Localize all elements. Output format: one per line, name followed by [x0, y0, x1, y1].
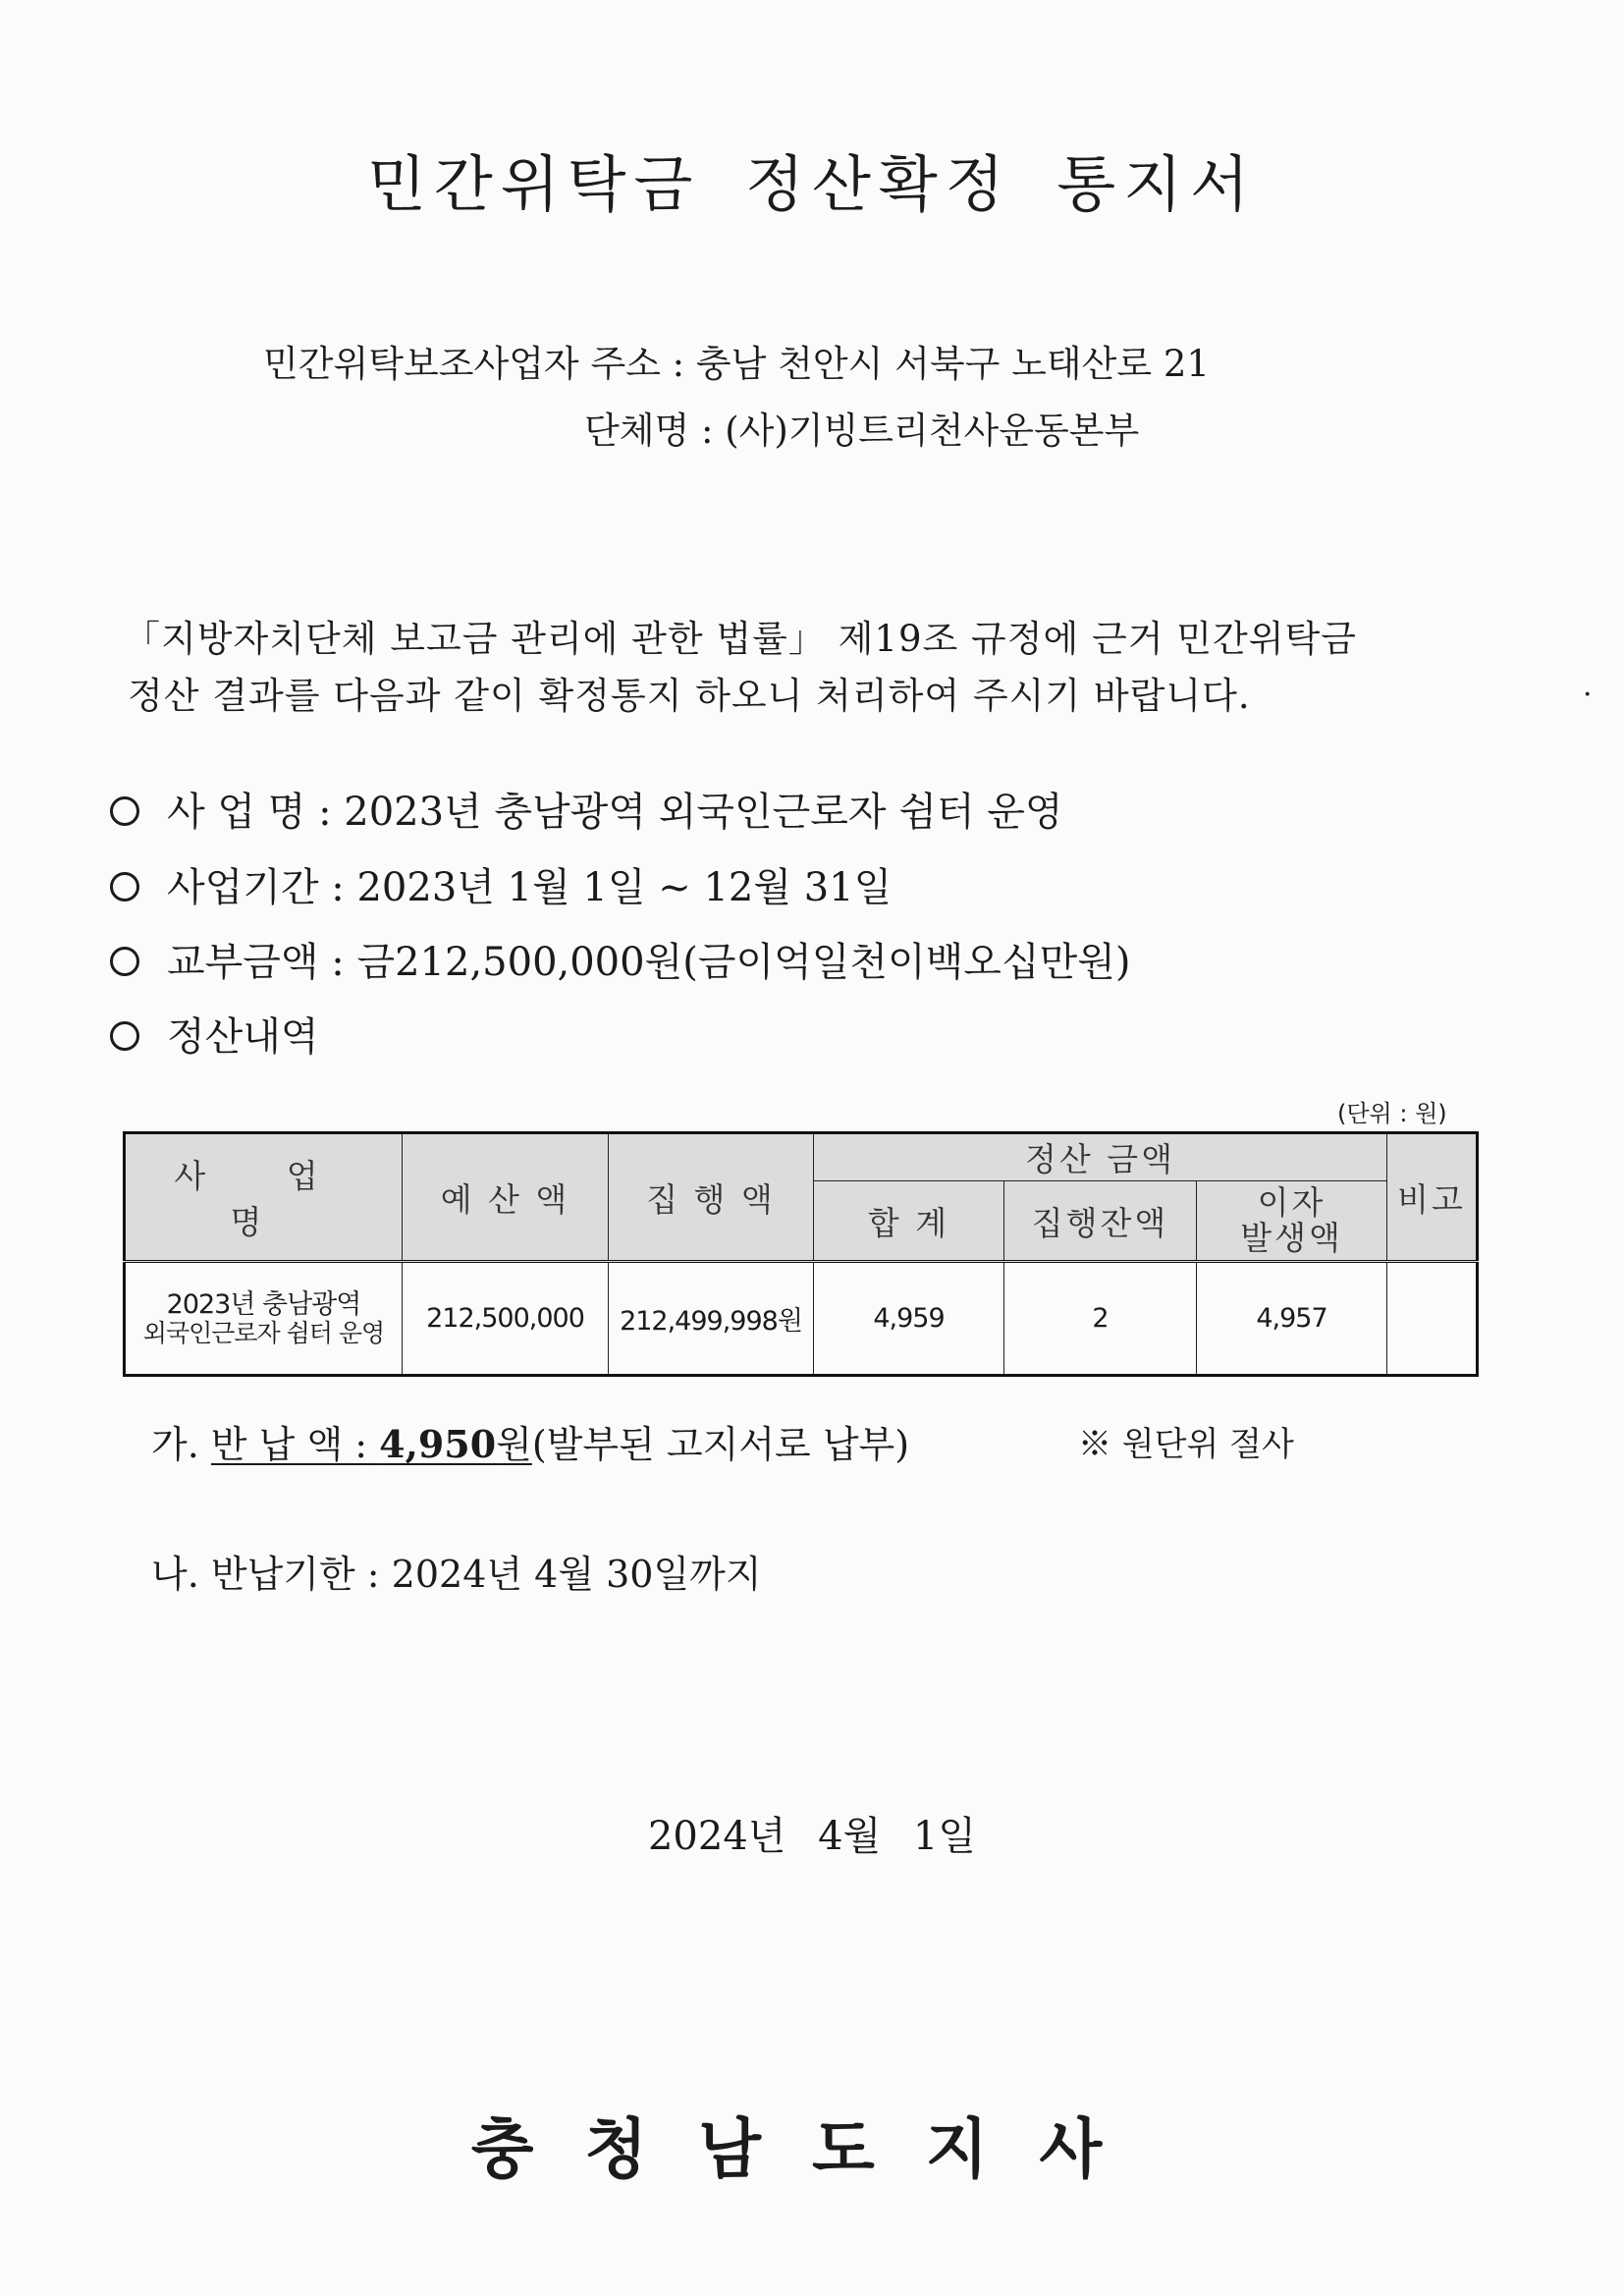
header-remarks: 비고 — [1387, 1133, 1478, 1262]
header-interest-line-2: 발생액 — [1240, 1219, 1343, 1257]
cell-project-line-2: 외국인근로자 쉼터 운영 — [142, 1318, 385, 1347]
cell-balance: 2 — [1004, 1262, 1197, 1376]
item-text: 사업기간 : 2023년 1월 1일 ~ 12월 31일 — [167, 865, 893, 910]
circle-bullet-icon — [110, 796, 139, 826]
header-interest — [1197, 1181, 1387, 1262]
issue-date: 2024년 4월 1일 — [647, 1814, 977, 1859]
refund-suffix: 원 — [496, 1423, 532, 1466]
cell-executed: 212,499,998원 — [609, 1262, 814, 1376]
header-executed: 집 행 액 — [609, 1133, 814, 1262]
circle-bullet-icon — [110, 947, 139, 976]
table-unit-label: (단위 : 원) — [1337, 1100, 1447, 1127]
cell-remarks — [1387, 1262, 1478, 1376]
document-title: 민간위탁금 정산확정 통지서 — [366, 148, 1258, 220]
refund-deadline: 나. 반납기한 : 2024년 4월 30일까지 — [151, 1553, 762, 1596]
refund-note: ※ 원단위 절사 — [1078, 1425, 1294, 1464]
header-budget: 예 산 액 — [403, 1133, 609, 1262]
recipient-organization: 단체명 : (사)기빙트리천사운동본부 — [584, 410, 1140, 452]
circle-bullet-icon — [110, 1021, 139, 1051]
refund-rest: (발부된 고지서로 납부) — [531, 1423, 910, 1466]
recipient-address: 민간위탁보조사업자 주소 : 충남 천안시 서북구 노태산로 21 — [263, 343, 1210, 385]
refund-amount: 4,950 — [379, 1422, 497, 1466]
cell-total: 4,959 — [814, 1262, 1004, 1376]
item-text: 교부금액 : 금212,500,000원(금이억일천이백오십만원) — [167, 940, 1131, 985]
scan-speck: · — [1583, 678, 1593, 712]
notice-paragraph-line-2: 정산 결과를 다음과 같이 확정통지 하오니 처리하여 주시기 바랍니다. — [128, 675, 1251, 717]
cell-budget: 212,500,000 — [403, 1262, 609, 1376]
header-settlement-amount: 정산 금액 — [814, 1133, 1387, 1181]
item-text: 정산내역 — [167, 1014, 319, 1060]
cell-project-name — [125, 1262, 403, 1376]
refund-prefix: 가. — [151, 1423, 199, 1466]
item-project-period — [110, 856, 892, 912]
item-text: 사 업 명 : 2023년 충남광역 외국인근로자 쉼터 운영 — [167, 790, 1063, 835]
item-settlement-details — [110, 1006, 319, 1062]
issuer-name: 충청남도지사 — [470, 2111, 1154, 2187]
header-project-name: 사 업 명 — [125, 1133, 403, 1262]
refund-underlined — [211, 1423, 532, 1466]
cell-interest: 4,957 — [1197, 1262, 1387, 1376]
item-project-name — [110, 781, 1063, 837]
item-grant-amount — [110, 931, 1130, 987]
header-interest-line-1: 이자 — [1257, 1182, 1326, 1222]
cell-project-line-1: 2023년 충남광역 — [166, 1288, 361, 1320]
circle-bullet-icon — [110, 872, 139, 902]
refund-label: 반 납 액 : — [210, 1423, 368, 1466]
refund-amount-line — [151, 1414, 909, 1468]
settlement-table — [123, 1131, 1479, 1377]
header-total: 합 계 — [814, 1181, 1004, 1262]
notice-paragraph-line-1: 「지방자치단체 보고금 관리에 관한 법률」 제19조 규정에 근거 민간위탁금 — [124, 618, 1357, 660]
table-row — [125, 1262, 1478, 1376]
header-balance: 집행잔액 — [1004, 1181, 1197, 1262]
